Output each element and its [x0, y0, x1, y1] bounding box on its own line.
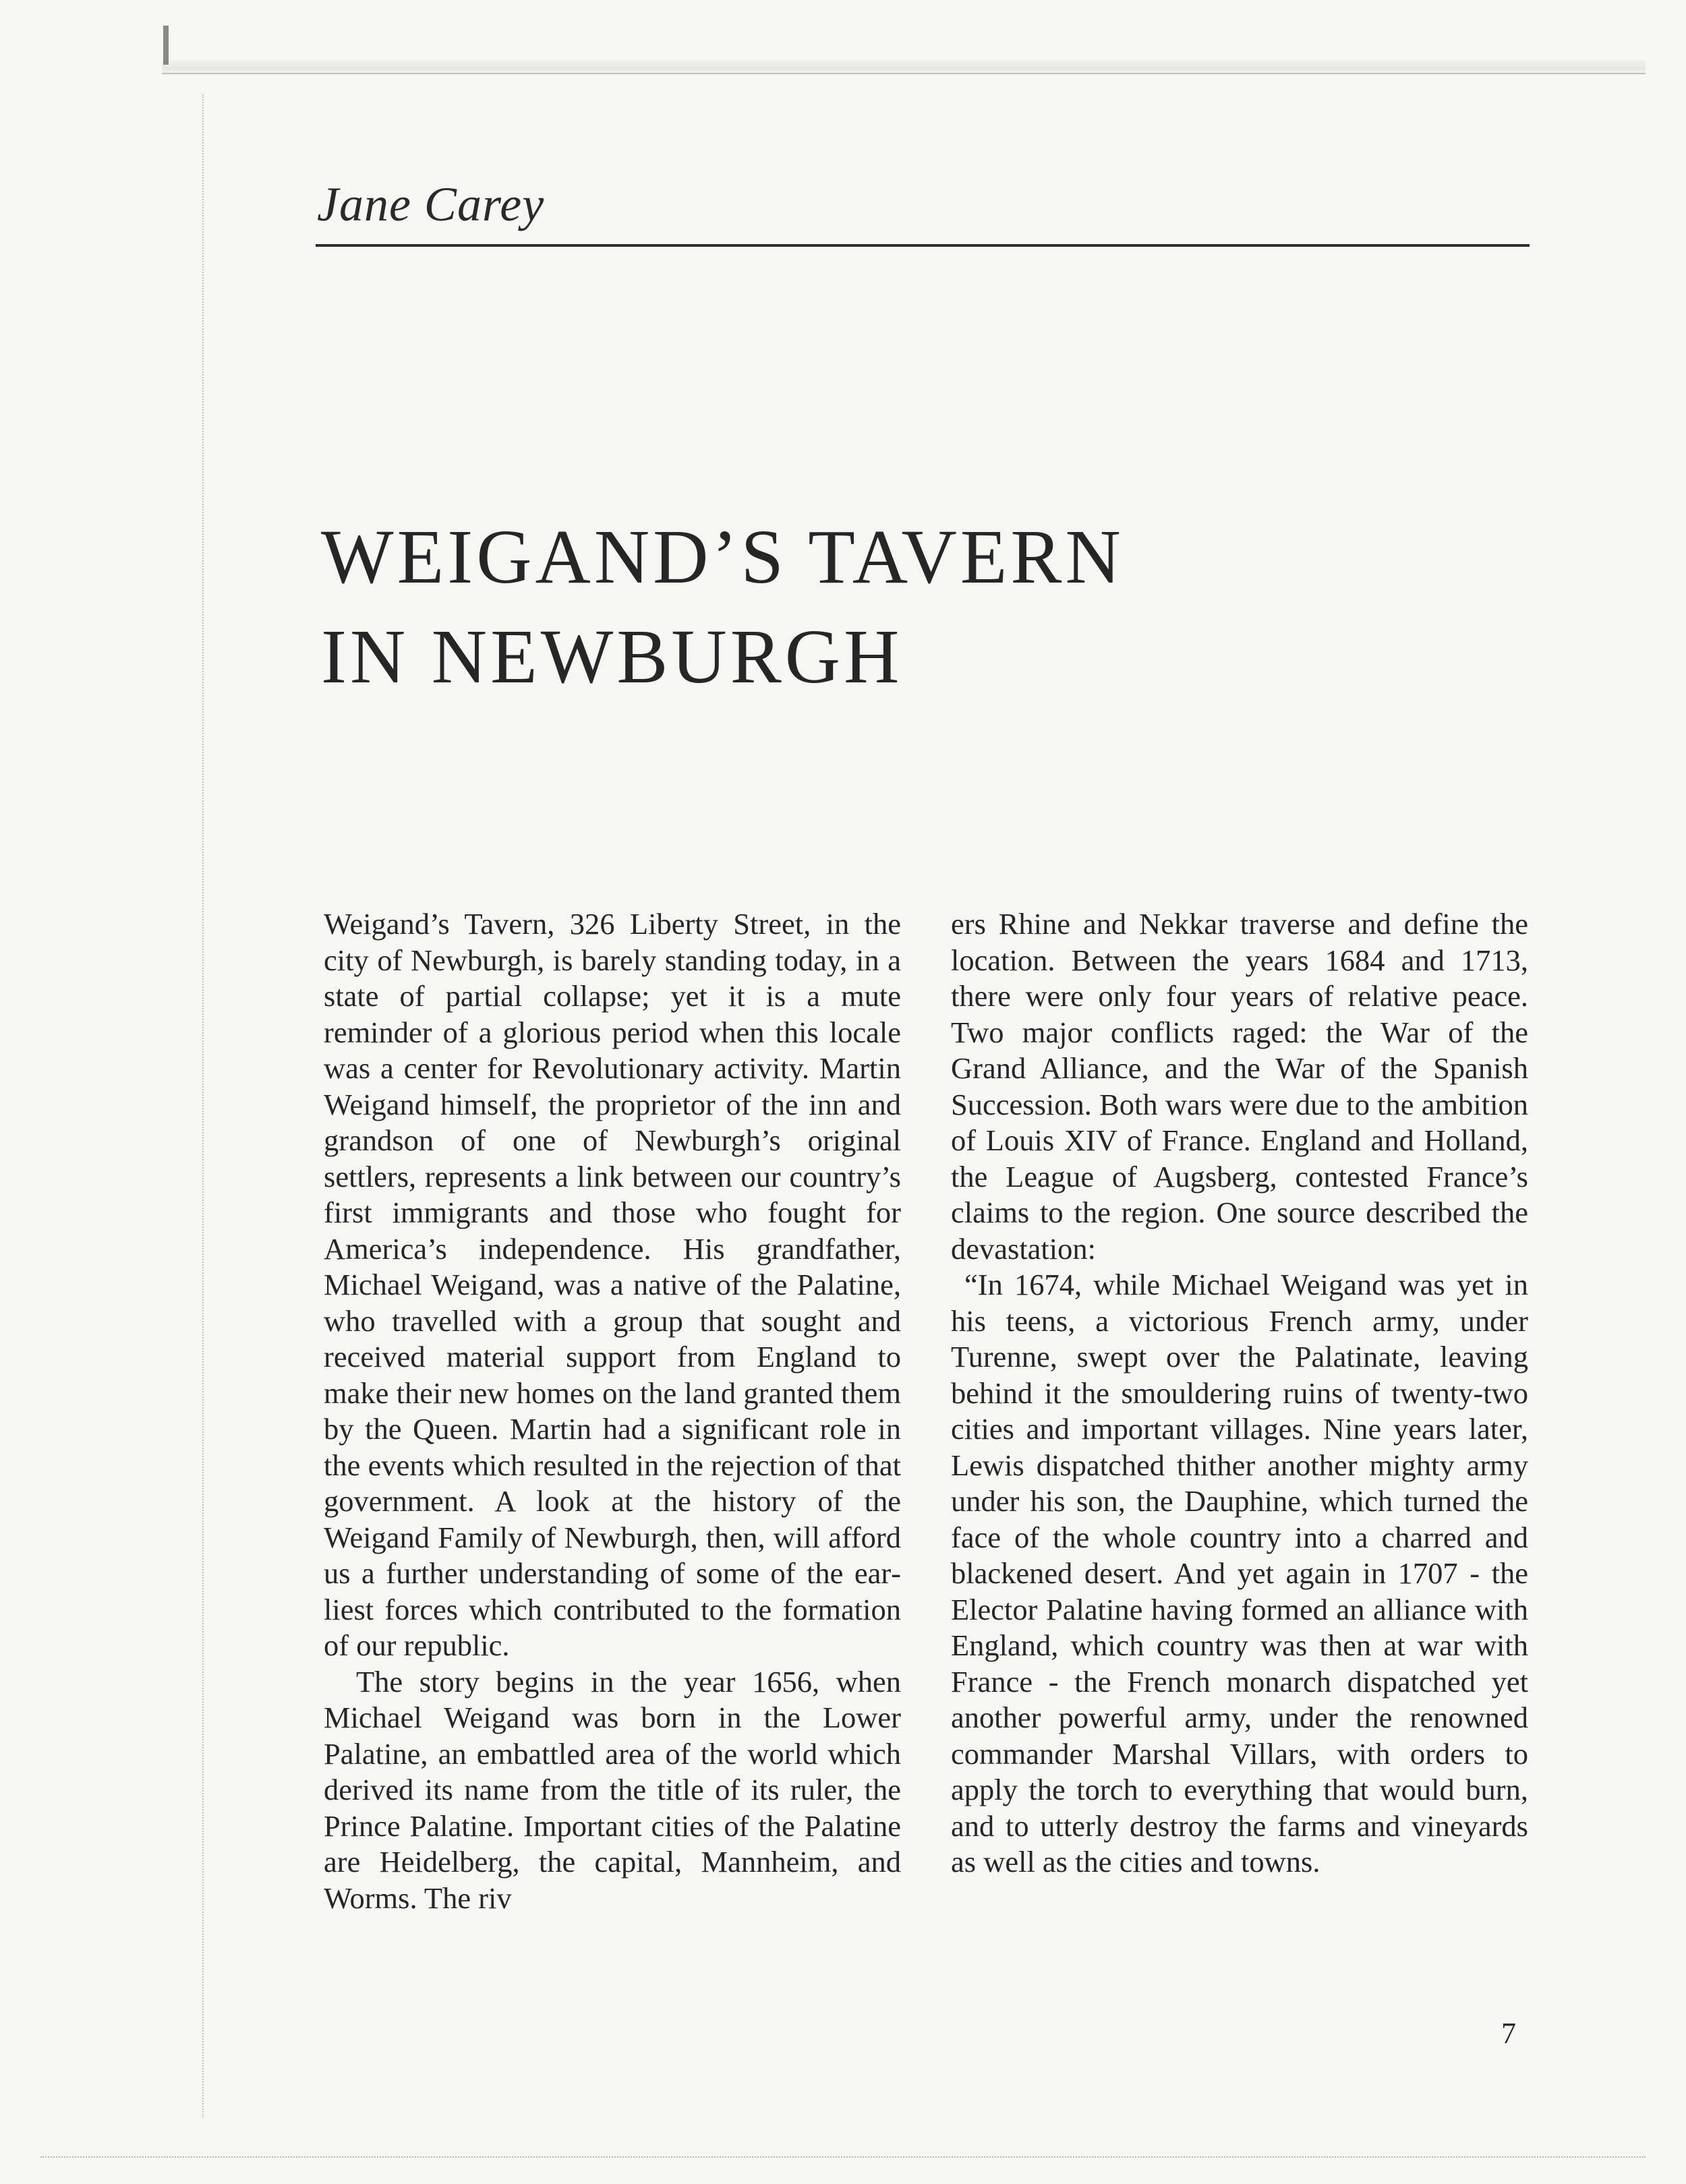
page-number: 7 [1501, 2017, 1516, 2050]
header-rule [316, 244, 1530, 247]
title-line-1: WEIGAND’S TAVERN [321, 514, 1124, 599]
scan-bottom-edge [40, 2156, 1646, 2158]
left-column [324, 906, 901, 1916]
scan-left-mark [163, 26, 169, 65]
scan-top-edge [162, 61, 1646, 74]
paragraph-story-begins: The story begins in the year 1656, when Michael Weigand was born in the Lower Palatine, an embattled area of the world which derived its name from the title of its ruler, the Prince Palatine. Important cities of the Palatine are Heidelberg, the capital, Mannheim, and Worms. The riv [324, 1664, 901, 1915]
article-title [321, 507, 1535, 707]
paragraph-quotation: “In 1674, while Michael Weigand was yet in his teens, a victorious French army, under Turenne, swept over the Palatinate, leaving behind it the smouldering ruins of twenty-two cities and important villages. Nine years later, Lewis dispatched thither another mighty army under his son, the Dauphine, which turned the face of the whole country into a charred and blackened desert. And yet again in 1707 - the Elector Palatine having formed an alliance with England, which country was then at war with France - the French monarch dispatched yet another powerful army, under the renowned commander Marshal Villars, with orders to apply the torch to everything that would burn, and to utterly destroy the farms and vineyards as well as the cities and towns. [951, 1268, 1528, 1879]
right-column [951, 906, 1528, 1881]
title-line-2: IN NEWBURGH [321, 614, 903, 699]
scan-top-line [162, 73, 1646, 74]
author-name: Jane Carey [317, 177, 545, 231]
paragraph-continued: ers Rhine and Nekkar traverse and define the location. Between the years 1684 and 1713, there were only four years of relative peace. Two major conflicts raged: the War of the Grand Alliance, and the War of the Spanish Succession. Both wars were due to the ambition of Louis XIV of France. England and Holland, the League of Augsberg, contested France’s claims to the region. One source described the devastation: [951, 907, 1528, 1266]
scan-left-edge [202, 94, 204, 2117]
paragraph-intro: Weigand’s Tavern, 326 Liberty Street, in the city of Newburgh, is barely standing today, in a state of partial collapse; yet it is a mute reminder of a glorious period when this locale was a center for Revolutionary activity. Martin Weigand himself, the proprietor of the inn and grandson of one of Newburgh’s original settlers, represents a link between our country’s first immigrants and those who fought for America’s independence. His grandfather, Michael Weigand, was a native of the Palatine, who travelled with a group that sought and received material support from England to make their new homes on the land granted them by the Queen. Martin had a significant role in the events which resulted in the rejection of that government. A look at the history of the Weigand Family of Newburgh, then, will afford us a further understanding of some of the earliest forces which contributed to the formation of our republic. [324, 907, 901, 1662]
